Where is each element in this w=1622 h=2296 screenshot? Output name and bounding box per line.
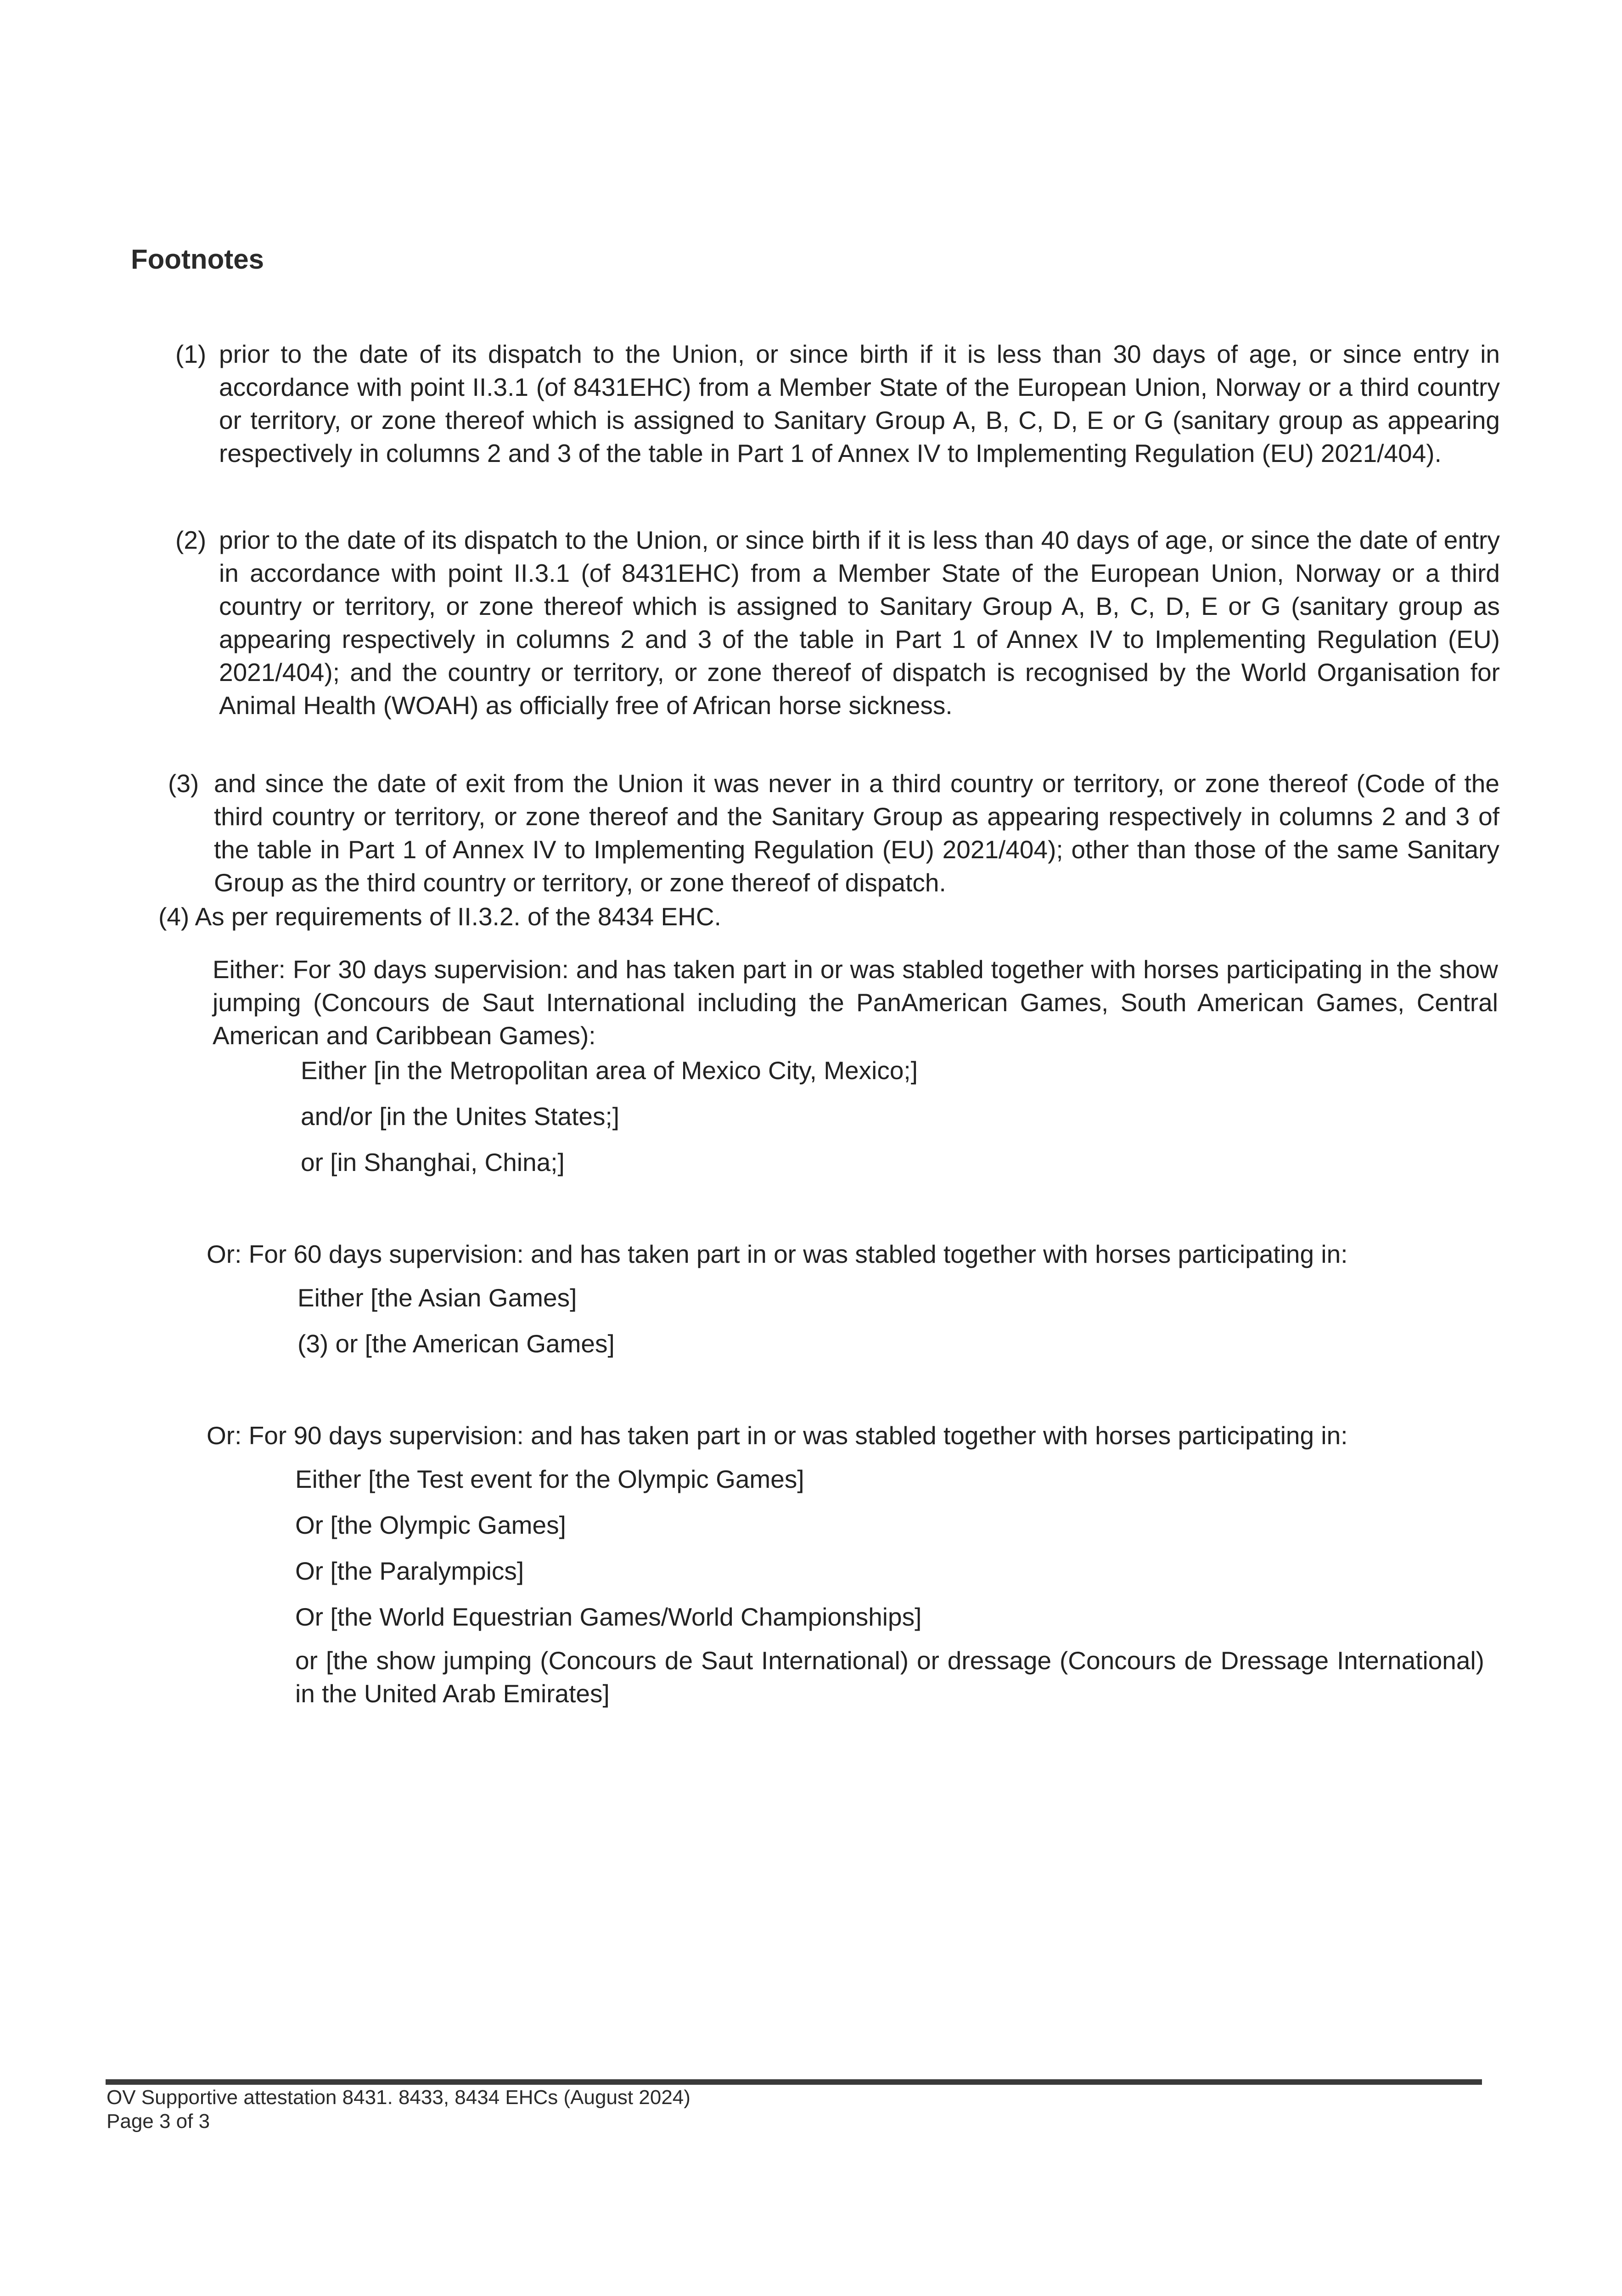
footnote-number: (2) <box>175 526 207 554</box>
footnote-number: (1) <box>175 340 207 368</box>
footnote-text: and since the date of exit from the Union it was never in a third country or territory, or zone thereof (Code of the third country or territory, or zone thereof and the Sanitary Group as appearing respectively in columns 2 and 3 of the table in Part 1 of Annex IV to Implementing Regulation (EU) 2021/404); other than those of the same Sanitary Group as the third country or territory, or zone thereof of dispatch. <box>214 769 1499 897</box>
option-30-mexico: Either [in the Metropolitan area of Mexico City, Mexico;] <box>301 1056 918 1085</box>
option-90-paralympics: Or [the Paralympics] <box>295 1557 524 1585</box>
option-90-world-equestrian-games: Or [the World Equestrian Games/World Championships] <box>295 1603 922 1631</box>
option-30-shanghai: or [in Shanghai, China;] <box>301 1148 565 1176</box>
or-90-days-text: Or: For 90 days supervision: and has taken part in or was stabled together with horses participating in: <box>207 1421 1348 1450</box>
footnote-2 <box>175 523 1500 722</box>
footer-divider <box>106 2079 1482 2085</box>
footer-document-title: OV Supportive attestation 8431. 8433, 8434 EHCs (August 2024) <box>107 2086 690 2109</box>
footnote-text: prior to the date of its dispatch to the Union, or since birth if it is less than 30 days of age, or since entry in accordance with point II.3.1 (of 8431EHC) from a Member State of the European Union, Norway or a third country or territory, or zone thereof which is assigned to Sanitary Group A, B, C, D, E or G (sanitary group as appearing respectively in columns 2 and 3 of the table in Part 1 of Annex IV to Implementing Regulation (EU) 2021/404). <box>219 340 1500 467</box>
footer-page-number: Page 3 of 3 <box>107 2110 210 2133</box>
option-90-test-event: Either [the Test event for the Olympic Games] <box>295 1465 804 1493</box>
option-90-uae-show-jumping: or [the show jumping (Concours de Saut International) or dressage (Concours de Dressage International) in the United Arab Emirates] <box>295 1646 1484 1708</box>
either-30-days-text: Either: For 30 days supervision: and has taken part in or was stabled together with horses participating in the show jumping (Concours de Saut International including the PanAmerican Games, South American Games, Central American and Caribbean Games): <box>213 955 1498 1050</box>
option-60-american-games: (3) or [the American Games] <box>297 1329 615 1358</box>
footnote-1 <box>175 338 1500 470</box>
option-60-asian-games: Either [the Asian Games] <box>297 1283 577 1312</box>
footnote-number: (3) <box>168 769 199 798</box>
or-60-days-text: Or: For 60 days supervision: and has taken part in or was stabled together with horses participating in: <box>207 1240 1348 1268</box>
footnote-text: prior to the date of its dispatch to the Union, or since birth if it is less than 40 days of age, or since the date of entry in accordance with point II.3.1 (of 8431EHC) from a Member State of the European Union, Norway or a third country or territory, or zone thereof which is assigned to Sanitary Group A, B, C, D, E or G (sanitary group as appearing respectively in columns 2 and 3 of the table in Part 1 of Annex IV to Implementing Regulation (EU) 2021/404); and the country or territory, or zone thereof of dispatch is recognised by the World Organisation for Animal Health (WOAH) as officially free of African horse sickness. <box>219 526 1500 720</box>
footnote-4-label: (4) As per requirements of II.3.2. of the 8434 EHC. <box>158 902 721 931</box>
footnote-3 <box>168 767 1499 899</box>
footnotes-heading: Footnotes <box>131 244 264 275</box>
option-90-olympic-games: Or [the Olympic Games] <box>295 1511 566 1539</box>
option-30-united-states: and/or [in the Unites States;] <box>301 1102 619 1131</box>
